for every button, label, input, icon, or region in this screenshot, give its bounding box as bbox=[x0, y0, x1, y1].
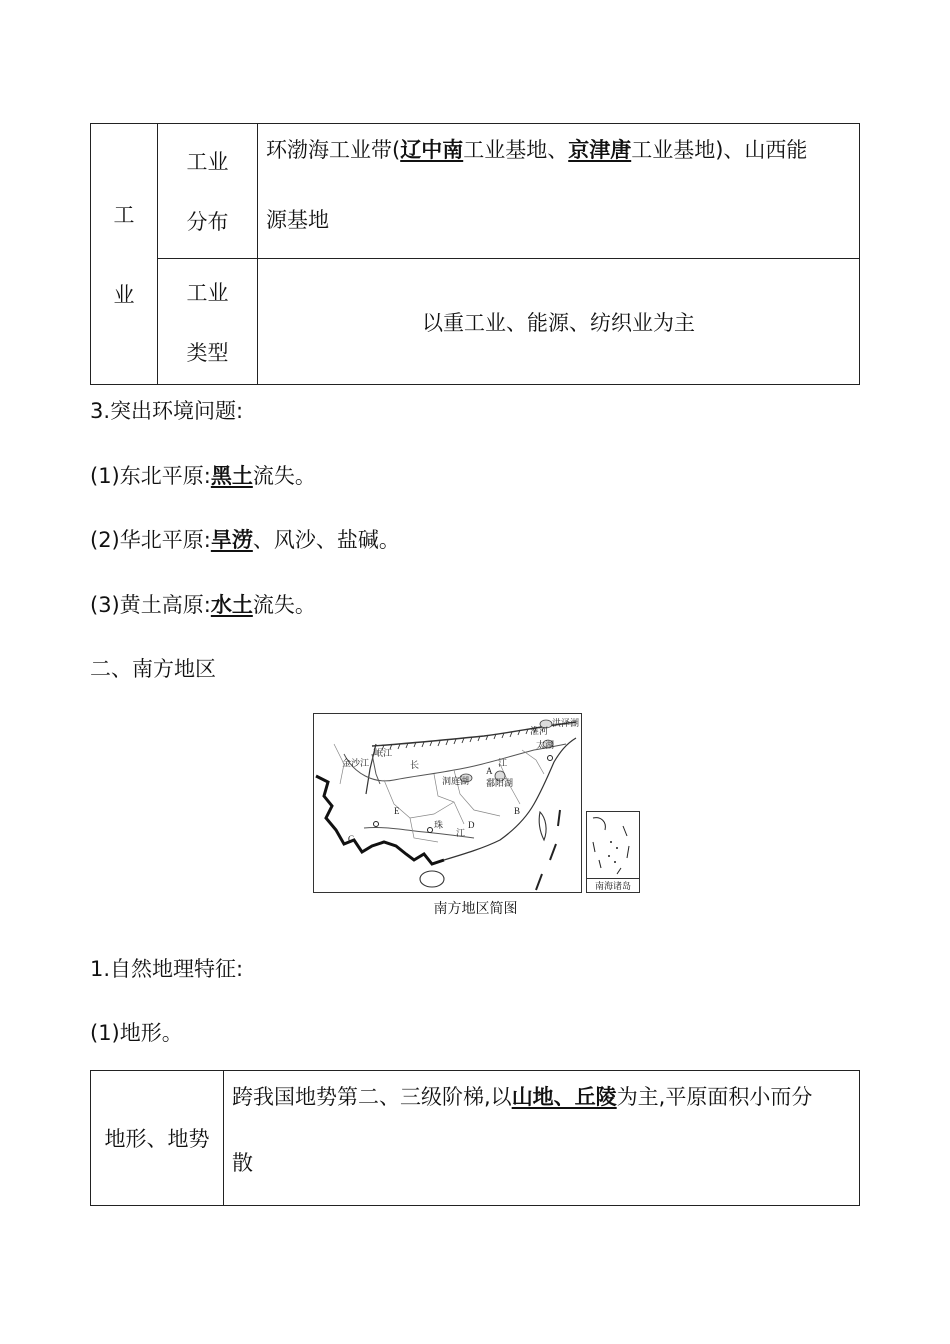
terrain-table bbox=[90, 1070, 860, 1206]
terrain-line2: 散 bbox=[232, 1151, 253, 1175]
south-region-map bbox=[313, 713, 582, 893]
city-marker-e bbox=[374, 822, 379, 827]
dist-text-before: 环渤海工业带( bbox=[266, 138, 401, 162]
type-label-1: 工业 bbox=[186, 280, 229, 305]
distribution-content-cell bbox=[258, 124, 860, 259]
city-marker-zhu bbox=[428, 828, 433, 833]
label-dongting: 洞庭湖 bbox=[442, 776, 470, 786]
section-title-south: 二、南方地区 bbox=[90, 657, 216, 681]
env-item-1: (1)东北平原:黑土流失。 bbox=[90, 464, 316, 488]
dist-text-mid: 工业基地、 bbox=[463, 138, 569, 162]
label-a: A bbox=[486, 766, 493, 776]
type-label-cell bbox=[158, 259, 258, 385]
city-marker-shanghai bbox=[548, 756, 553, 761]
terrain-text-after: 为主,平原面积小而分 bbox=[616, 1085, 813, 1109]
label-huaihe: 淮河 bbox=[530, 726, 549, 736]
label-hongze: 洪泽湖 bbox=[552, 718, 580, 728]
dist-highlight-jingjintang: 京津唐 bbox=[568, 138, 632, 162]
terrain-highlight: 山地、丘陵 bbox=[511, 1085, 617, 1109]
label-e: E bbox=[394, 806, 400, 816]
env-item-2: (2)华北平原:旱涝、风沙、盐碱。 bbox=[90, 528, 400, 552]
map-svg bbox=[314, 714, 581, 892]
label-b: B bbox=[514, 806, 521, 816]
terrain-label-cell bbox=[91, 1071, 224, 1206]
category-char-1: 工 bbox=[113, 203, 135, 227]
label-jinsha: 金沙江 bbox=[342, 758, 370, 768]
label-c: C bbox=[348, 834, 355, 844]
label-zhu-jiang: 江 bbox=[456, 828, 466, 838]
type-text: 以重工业、能源、纺织业为主 bbox=[422, 310, 695, 335]
dist-line2: 源基地 bbox=[266, 208, 329, 232]
distribution-label-cell bbox=[158, 124, 258, 259]
distribution-label-2: 分布 bbox=[186, 210, 229, 234]
label-min: 岷江 bbox=[374, 748, 393, 758]
south-china-sea-inset bbox=[586, 811, 640, 893]
terrain-text-before: 跨我国地势第二、三级阶梯,以 bbox=[232, 1085, 512, 1109]
env-heading: 3.突出环境问题: bbox=[90, 399, 244, 423]
distribution-label-1: 工业 bbox=[186, 150, 229, 174]
terrain-label: 地形、地势 bbox=[104, 1127, 210, 1151]
type-content-cell bbox=[258, 259, 860, 385]
label-jiang: 江 bbox=[498, 758, 508, 768]
category-char-2: 业 bbox=[113, 283, 135, 307]
dist-text-after: 工业基地)、山西能 bbox=[631, 138, 808, 162]
dist-highlight-liaozhongnan: 辽中南 bbox=[400, 138, 464, 162]
south-border bbox=[316, 776, 444, 864]
type-label-2: 类型 bbox=[186, 340, 229, 365]
terrain-heading: (1)地形。 bbox=[90, 1021, 183, 1045]
industry-category-cell bbox=[91, 124, 158, 385]
hainan-island bbox=[420, 871, 444, 887]
inset-label: 南海诸岛 bbox=[587, 878, 639, 892]
label-taihu: 太湖 bbox=[536, 740, 555, 750]
label-zhu: 珠 bbox=[434, 820, 444, 830]
map-caption: 南方地区简图 bbox=[433, 902, 518, 917]
industry-table bbox=[90, 123, 860, 385]
label-poyang: 鄱阳湖 bbox=[486, 778, 514, 788]
env-item-3: (3)黄土高原:水土流失。 bbox=[90, 593, 316, 617]
terrain-content-cell bbox=[224, 1071, 860, 1206]
feature-heading: 1.自然地理特征: bbox=[90, 957, 244, 981]
label-chang: 长 bbox=[410, 760, 420, 770]
taiwan-island bbox=[539, 812, 546, 840]
label-d: D bbox=[468, 820, 475, 830]
